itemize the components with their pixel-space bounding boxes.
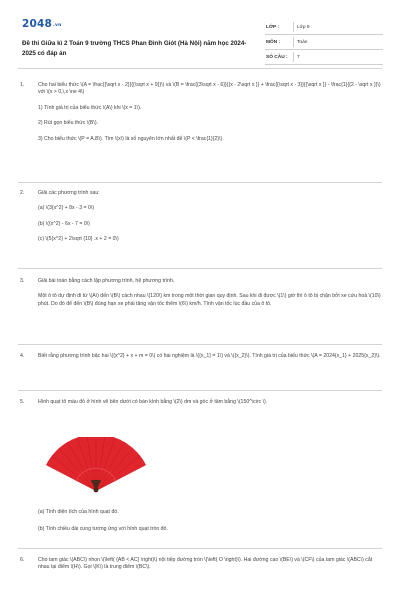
question-number: 5. [20,399,25,405]
question-number: 3. [20,278,25,284]
divider [18,182,382,183]
document-header [14,12,386,62]
meta-value: Lớp 9 [297,25,310,30]
question-number: 4. [20,353,25,359]
question-5 [20,399,382,406]
question-part: (a) Tính diện tích của hình quạt đó. [38,509,119,515]
question-part: 1) Tính giá trị của biểu thức \(A\) khi \(x = 1\). [38,104,142,111]
question-2 [20,190,382,244]
question-6 [20,557,382,572]
exam-meta-table [265,20,383,65]
question-number: 6. [20,557,25,563]
question-stem: Cho tam giác \(ABC\) nhọn \(\left( {AB < AC} \right)\) nội tiếp đường tròn \(\left( O \right)\). Hai đường cao \(BE\) và \(CF\) của tam giác \(ABC\) cắt nhau tại điểm \(H\). Gọi \(K\) là trung điểm \(BC\). [38,557,373,571]
question-number: 2. [20,190,25,196]
divider [18,68,382,69]
document-page [14,12,386,600]
question-stem: Hình quạt tô màu đỏ ở hình vẽ bên dưới có bán kính bằng \(2\) dm và góc ở tâm bằng \(150^\circ \). [38,399,268,405]
meta-key: SỐ CÂU : [266,55,288,60]
question-stem: Cho hai biểu thức \(A = \frac{{\sqrt x - 2}}{{\sqrt x + 9}}\) và \(B = \frac{{3\sqrt x - 6}}{{x - 2\sqrt x }} + \frac{{\sqrt x - 3}}{{\sqrt x }} - \frac{1}{{2 - \sqrt x }}\) với \(x > 0,\,x \ne 4\) [38,82,381,96]
question-1 [20,82,382,143]
meta-row-count [265,50,383,65]
exam-title: Đề thi Giữa kì 2 Toán 9 trường THCS Phan Đình Giót (Hà Nội) năm học 2024-2025 có đáp án [22,40,247,57]
question-part: 2) Rút gọn biểu thức \(B\). [38,120,98,127]
question-part: 3) Cho biểu thức \(P = A.B\). Tìm \(x\) là số nguyên lớn nhất để \(P < \frac{1}{2}\). [38,135,224,142]
question-part: (c) \(5{x^2} + 2\sqrt {10} .x + 2 = 0\) [38,236,119,243]
divider [18,268,382,269]
divider [18,390,382,391]
meta-key: MÔN : [266,40,281,45]
meta-value: 7 [297,55,300,60]
site-logo[interactable] [22,18,61,30]
question-stem: Biết rằng phương trình bậc hai \({x^2} + x + m = 0\) có hai nghiệm là \({x_1} = 1\) và \({x_2}\). Tính giá trị của biểu thức \(A = 2024{x_1} + 2025{x_2}\). [38,353,381,359]
meta-key: LỚP : [266,25,280,30]
question-4 [20,353,382,360]
question-part: (b) \({x^2} - 6x - 7 = 0\) [38,220,90,227]
question-number: 1. [20,82,25,88]
logo-suffix: .vn [53,23,62,28]
meta-row-class [265,20,383,35]
logo-brand: 2048 [22,18,53,30]
divider [18,548,382,549]
question-part: Một ô tô dự định đi từ \(A\) đến \(B\) cách nhau \(120\) km trong một thời gian quy định. Sau khi đi được \(1\) giờ thì ô tô bị chặn bởi xe cứu hoả \(10\) phút. Do đó để đến \(B\) đúng hạn xe phải tăng vận tốc thêm \(6\) km/h. Tính vận tốc lúc đầu của ô tô. [38,293,381,307]
question-5-parts [20,509,382,534]
question-part: (a) \(3{x^2} + 8x - 3 = 0\) [38,205,95,212]
divider [18,344,382,345]
meta-row-subject [265,35,383,50]
meta-value: Toán [297,40,308,45]
question-3 [20,278,382,308]
question-stem: Giải các phương trình sau: [38,190,100,196]
question-part: (b) Tính chiều dài cung tương ứng với hình quạt tròn đó. [38,526,168,533]
red-fan-icon [42,437,150,495]
question-stem: Giải bài toán bằng cách lập phương trình, hệ phương trình. [38,278,175,284]
